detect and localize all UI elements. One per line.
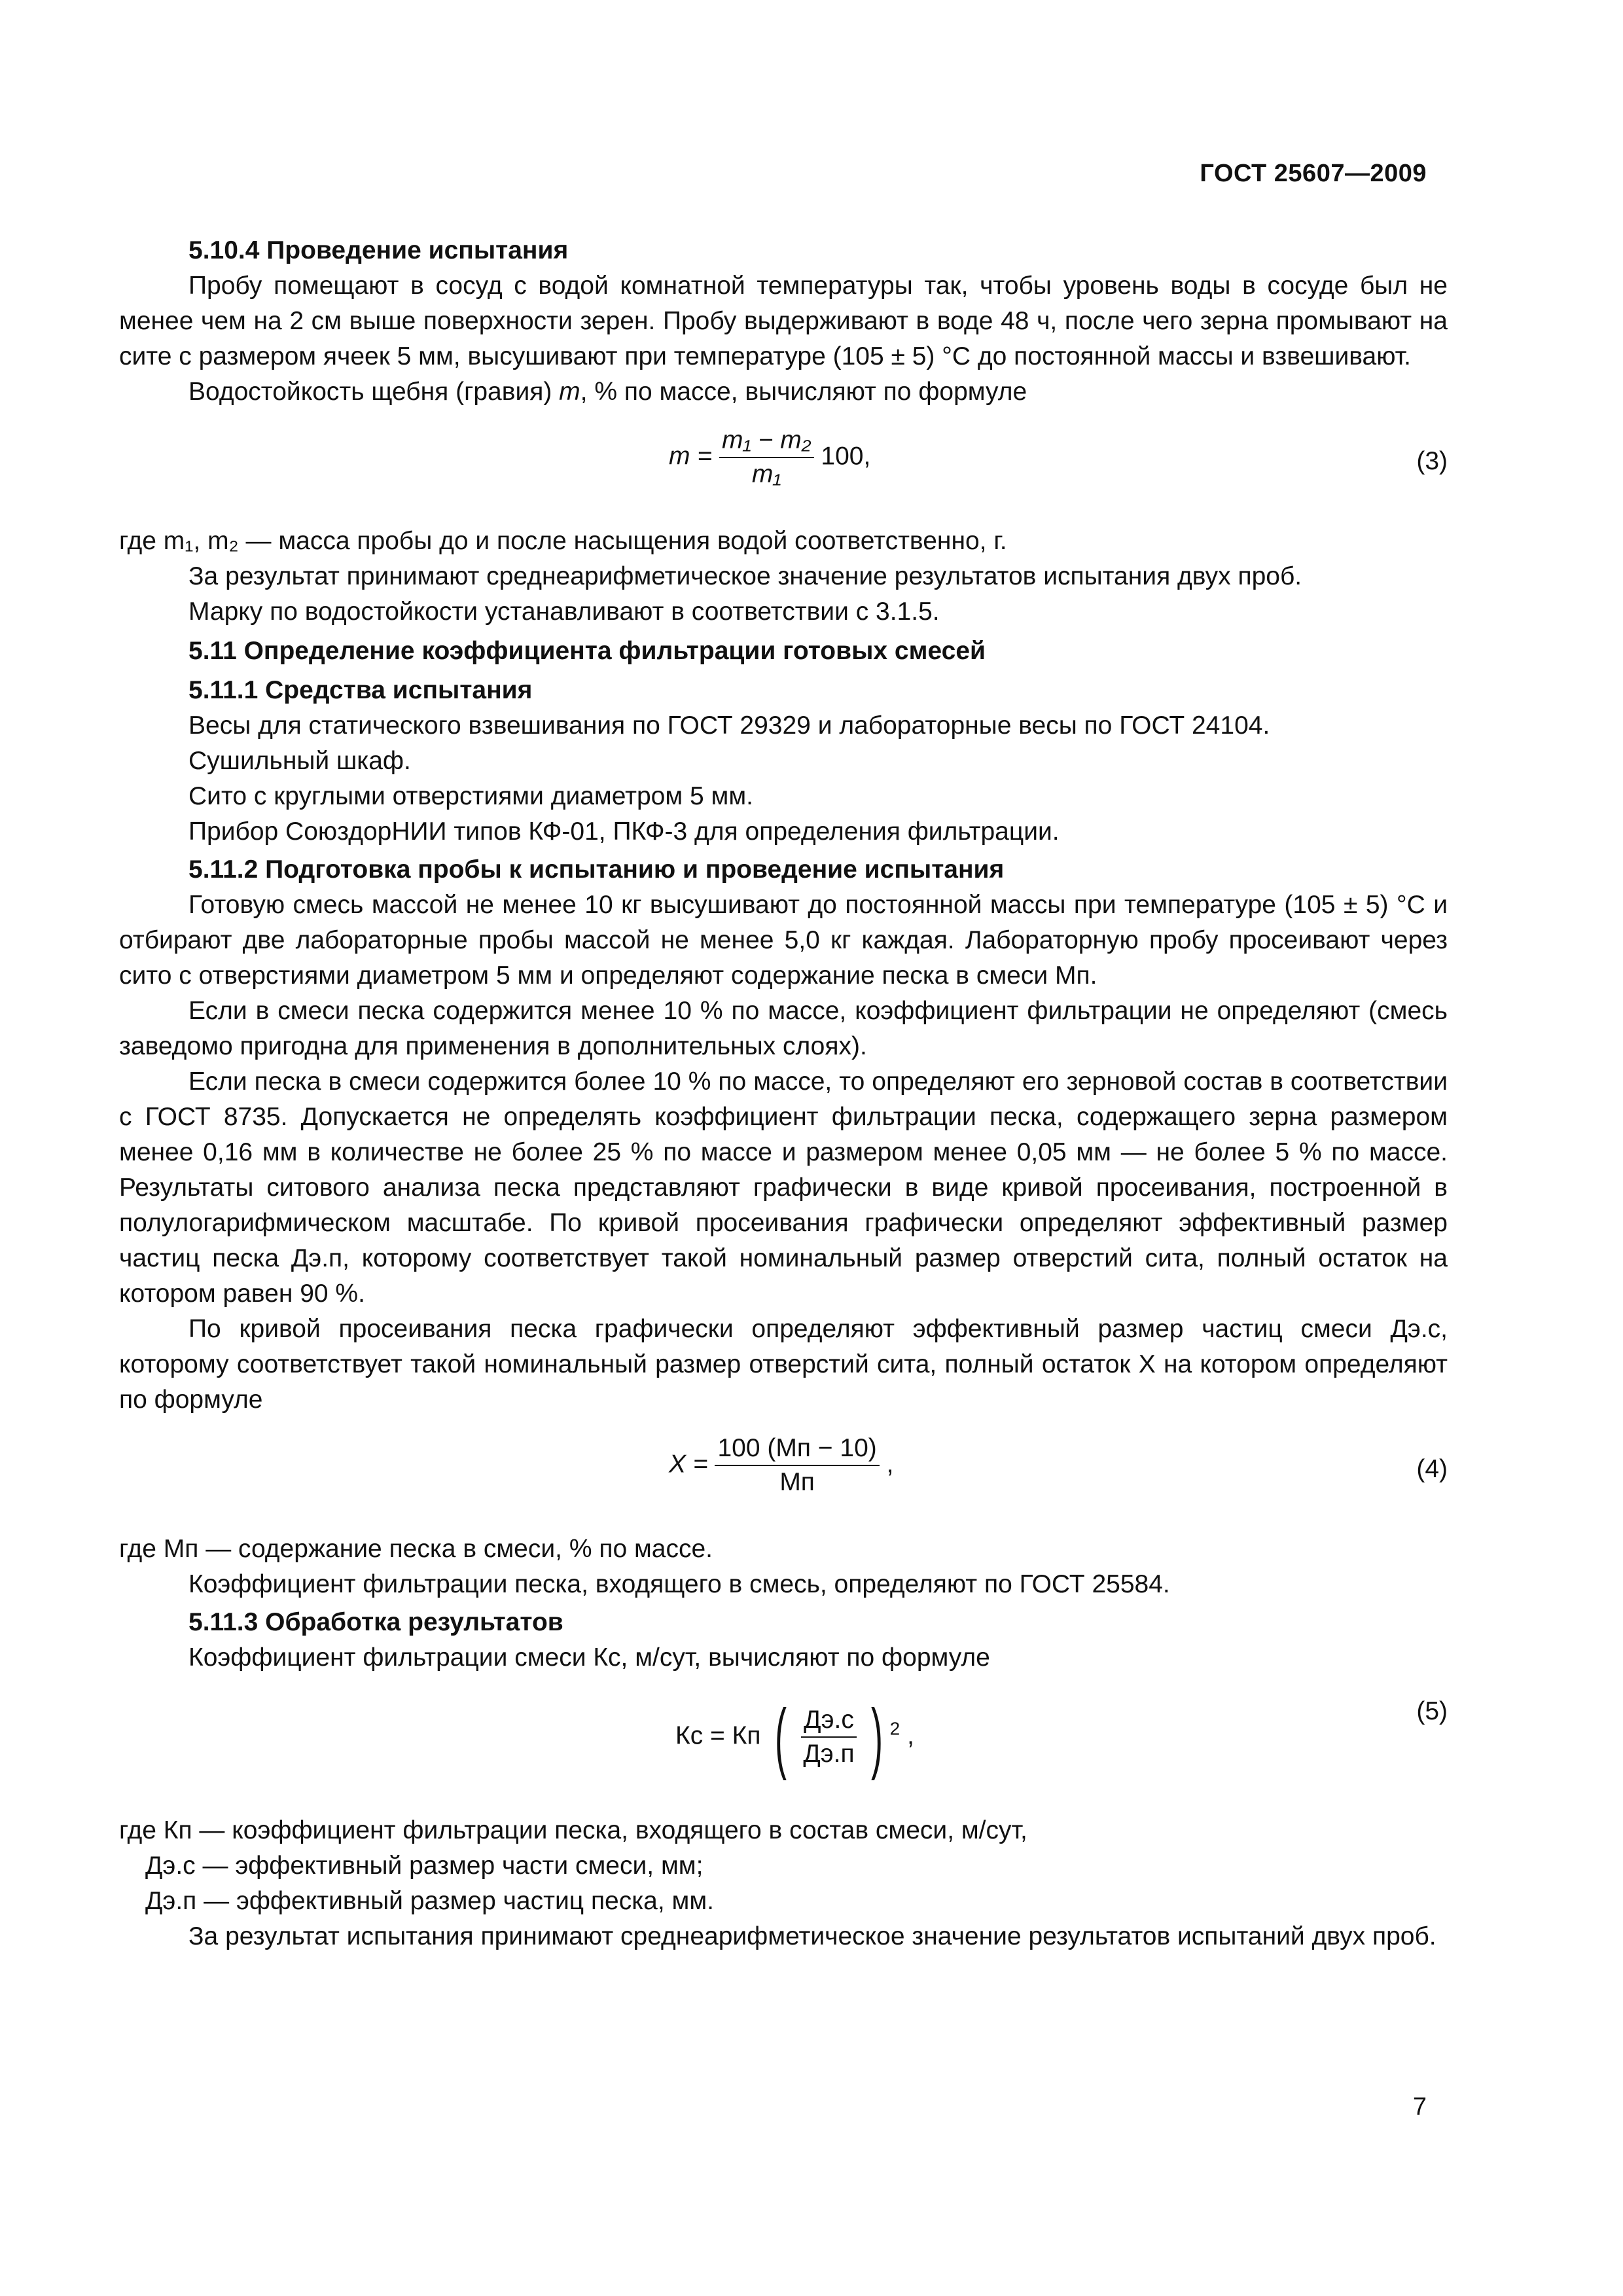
paragraph: За результат испытания принимают среднеарифметическое значение результатов испытаний двух проб.	[188, 1922, 1436, 1950]
paragraph: По кривой просеивания песка графически определяют эффективный размер частиц смеси Дэ.с, которому соответствует такой номинальный размер отверстий сита, полный остаток X на котором определяют по формуле	[119, 1315, 1448, 1414]
eq-lhs: X =	[669, 1450, 708, 1479]
numerator: Дэ.с	[801, 1705, 857, 1738]
text: , % по массе, вычисляют по формуле	[580, 378, 1027, 406]
denominator: Дэ.п	[803, 1740, 855, 1768]
formula-5	[119, 1694, 1448, 1792]
paragraph: Готовую смесь массой не менее 10 кг высушивают до постоянной массы при температуре (105 ± 5) °С и отбирают две лабораторные пробы массой не менее 5,0 кг каждая. Лабораторную пробу просеивают через сито с отверстиями диаметром 5 мм и определяют содержание песка в смеси Мп.	[119, 891, 1448, 990]
denominator: m₁	[751, 460, 781, 488]
page-number: 7	[1412, 2093, 1427, 2121]
equation-number: (3)	[1416, 447, 1448, 475]
equation	[669, 1433, 893, 1498]
eq-tail: 100,	[821, 442, 871, 471]
document-number: ГОСТ 25607—2009	[1200, 160, 1427, 187]
numerator: 100 (Мп − 10)	[715, 1433, 879, 1466]
paragraph: Коэффициент фильтрации песка, входящего в смесь, определяют по ГОСТ 25584.	[188, 1570, 1170, 1598]
where-clause: Дэ.с — эффективный размер части смеси, мм;	[145, 1852, 704, 1880]
equation-number: (5)	[1416, 1697, 1448, 1725]
eq-tail: ,	[907, 1721, 914, 1750]
fraction	[801, 1705, 857, 1769]
where-clause: где Кп — коэффициент фильтрации песка, входящего в состав смеси, м/сут,	[119, 1816, 1027, 1844]
where-clause: Дэ.п — эффективный размер частиц песка, мм.	[145, 1887, 714, 1915]
eq-lhs: Кс = Кп	[675, 1721, 761, 1750]
where-clause: где Мп — содержание песка в смеси, % по массе.	[119, 1535, 713, 1563]
list-item: Весы для статического взвешивания по ГОСТ 29329 и лабораторные весы по ГОСТ 24104.	[188, 711, 1270, 740]
equation	[669, 425, 870, 490]
list-item: Сито с круглыми отверстиями диаметром 5 мм.	[188, 782, 754, 810]
eq-tail: ,	[886, 1450, 894, 1479]
section-heading-5-10-4: 5.10.4 Проведение испытания	[188, 236, 569, 264]
exponent: 2	[889, 1718, 901, 1739]
eq-lhs: m =	[669, 442, 713, 471]
paragraph: Марку по водостойкости устанавливают в соответствии с 3.1.5.	[188, 598, 940, 626]
numerator: m₁ − m₂	[719, 425, 814, 458]
formula-4	[119, 1433, 1448, 1512]
page-body	[119, 230, 1448, 1954]
paragraph	[119, 374, 1448, 410]
formula-3	[119, 425, 1448, 504]
list-item: Сушильный шкаф.	[188, 747, 411, 775]
text: Водостойкость щебня (гравия)	[188, 378, 560, 406]
section-heading-5-11: 5.11 Определение коэффициента фильтрации готовых смесей	[188, 637, 986, 665]
paragraph: Если песка в смеси содержится более 10 % по массе, то определяют его зерновой состав в соответствии с ГОСТ 8735. Допускается не определять коэффициент фильтрации песка, содержащего зерна размером менее 0,16 мм в количестве не более 25 % по массе и размером менее 0,05 мм — не более 5 % по массе. Результаты ситового анализа песка представляют графически в виде кривой просеивания, построенной в полулогарифмическом масштабе. По кривой просеивания графически определяют эффективный размер частиц песка Дэ.п, которому соответствует такой номинальный размер отверстий сита, полный остаток на котором равен 90 %.	[119, 1067, 1448, 1308]
denominator: Мп	[779, 1468, 815, 1496]
paragraph: За результат принимают среднеарифметическое значение результатов испытания двух проб.	[188, 562, 1302, 590]
equation	[675, 1693, 914, 1781]
section-heading-5-11-2: 5.11.2 Подготовка пробы к испытанию и проведение испытания	[188, 855, 1005, 884]
fraction	[715, 1433, 879, 1498]
paragraph: Коэффициент фильтрации смеси Кс, м/сут, вычисляют по формуле	[188, 1643, 990, 1672]
section-heading-5-11-3: 5.11.3 Обработка результатов	[188, 1608, 563, 1636]
paragraph: Пробу помещают в сосуд с водой комнатной температуры так, чтобы уровень воды в сосуде был не менее чем на 2 см выше поверхности зерен. Пробу выдерживают в воде 48 ч, после чего зерна промывают на сите с размером ячеек 5 мм, высушивают при температуре (105 ± 5) °С до постоянной массы и взвешивают.	[119, 272, 1448, 370]
variable: m	[559, 378, 580, 406]
list-item: Прибор СоюздорНИИ типов КФ-01, ПКФ-3 для определения фильтрации.	[188, 817, 1060, 846]
paragraph: Если в смеси песка содержится менее 10 % по массе, коэффициент фильтрации не определяют (смесь заведомо пригодна для применения в дополнительных слоях).	[119, 997, 1448, 1060]
right-paren: )	[870, 1693, 883, 1781]
section-heading-5-11-1: 5.11.1 Средства испытания	[188, 676, 533, 704]
where-clause: где m₁, m₂ — масса пробы до и после насыщения водой соответственно, г.	[119, 527, 1007, 555]
fraction	[719, 425, 814, 490]
left-paren: (	[775, 1693, 787, 1781]
equation-number: (4)	[1416, 1455, 1448, 1483]
